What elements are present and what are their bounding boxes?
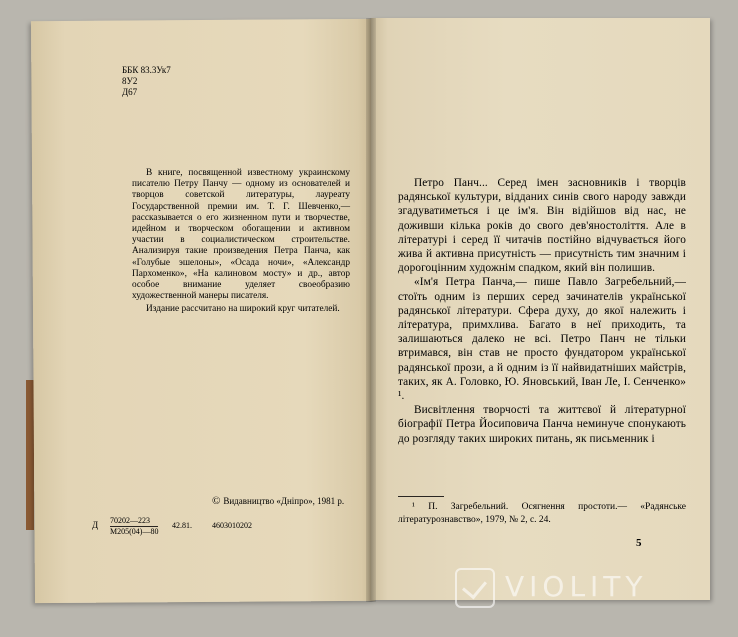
checkmark-square-icon — [455, 568, 495, 608]
body-paragraph: «Ім'я Петра Панча,— пише Павло Загребельний,— стоїть одним із перших серед зачинателів української радянської літератури. Сфера духу, до якої належить і література, примхлива. Багато в неї приходить, та залишаються далеко не всі. Петро Панч не тільки втримався, він став не просто фундатором української радянської прози, а й одним із її найвидатніших майстрів, таких, як А. Головко, Ю. Яновський, Іван Ле, І. Сенченко» ¹. — [398, 276, 686, 403]
watermark-text: VIOLITY — [505, 570, 648, 603]
footnote: ¹ П. Загребельний. Осягнення простоти.— «Радянське літературознавство», 1979, № 2, с. 24. — [398, 502, 686, 525]
body-paragraph: Петро Панч... Серед імен засновників і творців радянської культури, відданих синів свого народу завжди згадуватиметься і це ім'я. Він відійшов від нас, не доживши кілька років до свого дев'яностоліття. Але в літературі і серед її читачів постійно відчувається його жива й активна присутність — присутність тим значним і дорогоцінним художнім спадком, який він полишив. — [398, 177, 686, 275]
main-text — [398, 176, 686, 446]
annotation-paragraph: Издание рассчитано на широкий круг читателей. — [146, 304, 340, 315]
book-spine — [366, 18, 376, 602]
catalog-code: 4603010202 — [212, 521, 252, 530]
classification-code: 8У2 — [122, 76, 138, 86]
footnote-rule — [398, 496, 444, 497]
catalog-denominator: М205(04)—80 — [110, 527, 159, 536]
annotation-paragraph: В книге, посвященной известному украинскому писателю Петру Панчу — одному из основателей и творцов советской литературы, лауреату Государственной премии им. Т. Г. Шевченко,— рассказывается о его жизненном пути и творчестве, идейном и творческом обогащении и активном участии в социалистическом строительстве. Анализируя такие произведения Петра Панча, как «Голубые эшелоны», «Осада ночи», «Александр Пархоменко», «На калиновом мосту» и др., автор особое внимание уделяет своеобразию художественной манеры писателя. — [132, 168, 350, 302]
catalog-numerator: 70202—223 — [110, 516, 150, 525]
classification-code: Д67 — [122, 87, 138, 97]
catalog-letter: Д — [92, 520, 99, 530]
copyright-symbol: © — [212, 495, 221, 507]
classification-codes — [122, 65, 171, 98]
body-paragraph: Висвітлення творчості та життєвої й літературної біографії Петра Йосиповича Панча неминуче спонукають до розгляду таких широких питань, як письменник і — [398, 404, 686, 445]
page-number: 5 — [636, 537, 642, 549]
copyright-line — [212, 495, 344, 507]
book-annotation — [132, 168, 350, 316]
catalog-middle: 42.81. — [172, 521, 192, 530]
copyright-text: Видавництво «Дніпро», 1981 р. — [223, 496, 345, 506]
classification-code: ББК 83.3Ук7 — [122, 65, 171, 75]
